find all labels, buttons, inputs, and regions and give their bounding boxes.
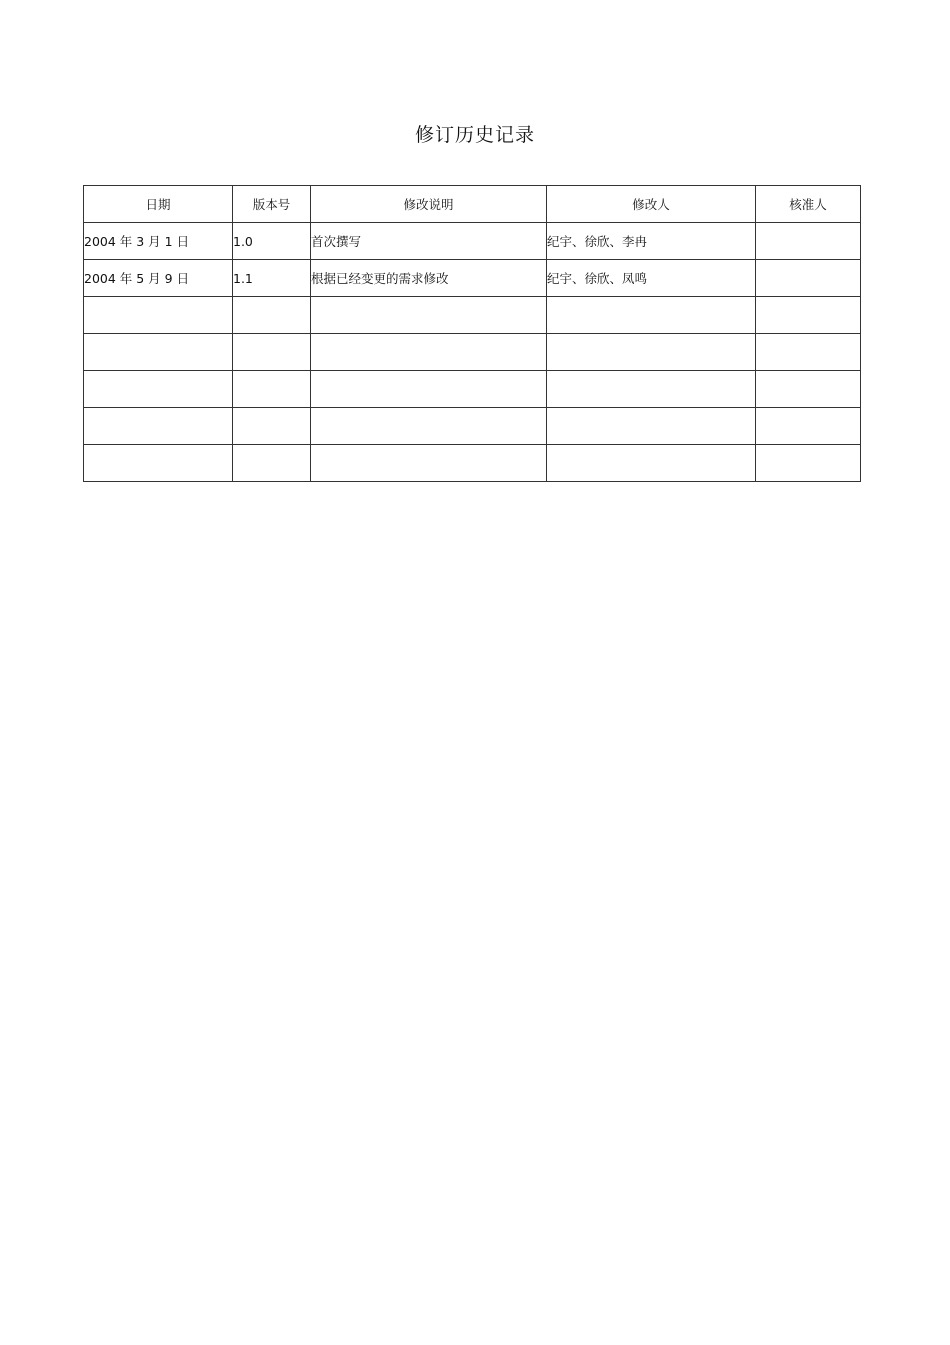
cell-approver: [756, 408, 861, 445]
cell-description: [311, 371, 547, 408]
cell-date: [84, 445, 233, 482]
cell-description: [311, 445, 547, 482]
cell-approver: [756, 334, 861, 371]
cell-version: [233, 297, 311, 334]
table-row: [84, 408, 861, 445]
header-approver: 核准人: [756, 186, 861, 223]
cell-approver: [756, 371, 861, 408]
revision-history-table: [83, 185, 861, 482]
table-header-row: [84, 186, 861, 223]
table-row: [84, 260, 861, 297]
cell-date: [84, 297, 233, 334]
cell-description: [311, 297, 547, 334]
cell-date: 2004 年 5 月 9 日: [84, 260, 233, 297]
cell-date: [84, 334, 233, 371]
page-title: 修订历史记录: [414, 124, 535, 146]
cell-author: 纪宇、徐欣、凤鸣: [547, 260, 756, 297]
cell-version: [233, 371, 311, 408]
cell-description: 首次撰写: [311, 223, 547, 260]
cell-version: [233, 334, 311, 371]
cell-date: 2004 年 3 月 1 日: [84, 223, 233, 260]
cell-date: [84, 408, 233, 445]
table-row: [84, 371, 861, 408]
cell-version: 1.0: [233, 223, 311, 260]
cell-version: 1.1: [233, 260, 311, 297]
header-description: 修改说明: [311, 186, 547, 223]
cell-description: [311, 408, 547, 445]
cell-approver: [756, 297, 861, 334]
cell-author: [547, 445, 756, 482]
cell-author: [547, 297, 756, 334]
cell-approver: [756, 445, 861, 482]
cell-description: 根据已经变更的需求修改: [311, 260, 547, 297]
cell-author: [547, 408, 756, 445]
cell-author: 纪宇、徐欣、李冉: [547, 223, 756, 260]
header-date: 日期: [84, 186, 233, 223]
table-row: [84, 223, 861, 260]
cell-approver: [756, 223, 861, 260]
cell-date: [84, 371, 233, 408]
cell-version: [233, 408, 311, 445]
header-author: 修改人: [547, 186, 756, 223]
cell-description: [311, 334, 547, 371]
cell-approver: [756, 260, 861, 297]
cell-version: [233, 445, 311, 482]
table-row: [84, 297, 861, 334]
cell-author: [547, 371, 756, 408]
header-version: 版本号: [233, 186, 311, 223]
table-row: [84, 334, 861, 371]
cell-author: [547, 334, 756, 371]
table-row: [84, 445, 861, 482]
